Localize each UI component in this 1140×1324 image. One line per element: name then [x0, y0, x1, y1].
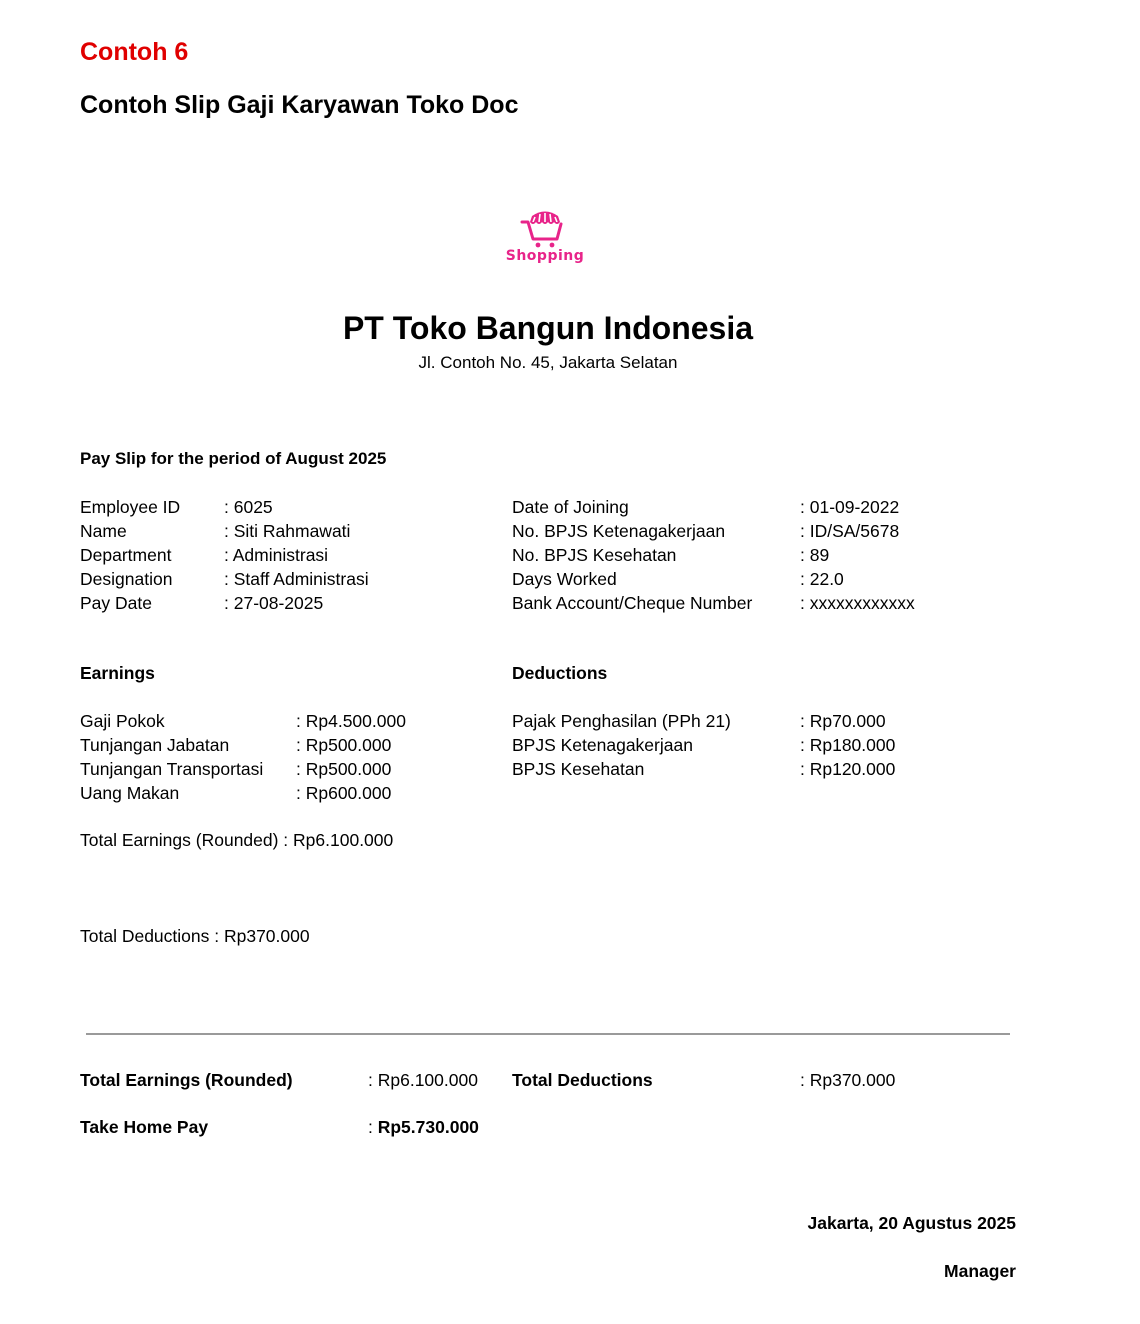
deduction-item-label: BPJS Ketenagakerjaan	[512, 735, 693, 755]
logo-text: Shopping	[505, 248, 585, 264]
earning-item-label: Tunjangan Transportasi	[80, 759, 264, 779]
signature-role: Manager	[944, 1261, 1016, 1281]
designation-label: Designation	[80, 569, 173, 589]
earnings-total-line: Total Earnings (Rounded) : Rp6.100.000	[80, 830, 394, 850]
days-worked-value: : 22.0	[800, 569, 844, 589]
earning-item-value: : Rp600.000	[296, 783, 392, 803]
deduction-item-label: BPJS Kesehatan	[512, 759, 645, 779]
earning-item-label: Uang Makan	[80, 783, 180, 803]
bpjs-kesehatan-no-value: : 89	[800, 545, 830, 565]
earning-item-value: : Rp4.500.000	[296, 711, 406, 731]
earning-item-label: Gaji Pokok	[80, 711, 165, 731]
bpjs-ketenagakerjaan-no-label: No. BPJS Ketenagakerjaan	[512, 521, 726, 541]
take-home-pay	[368, 1115, 479, 1139]
example-label: Contoh 6	[80, 38, 189, 66]
take-home-colon: :	[368, 1117, 378, 1137]
period-title: Pay Slip for the period of August 2025	[80, 449, 387, 468]
bpjs-ketenagakerjaan-no-value: : ID/SA/5678	[800, 521, 900, 541]
company-address: Jl. Contoh No. 45, Jakarta Selatan	[418, 353, 678, 372]
signature-place-date: Jakarta, 20 Agustus 2025	[807, 1213, 1016, 1233]
department-value: : Administrasi	[224, 545, 329, 565]
bank-account-label: Bank Account/Cheque Number	[512, 593, 753, 613]
earnings-title: Earnings	[80, 663, 155, 683]
bank-account-value: : xxxxxxxxxxxx	[800, 593, 915, 613]
take-home-pay-label: Take Home Pay	[80, 1117, 209, 1137]
summary-total-deductions-value: : Rp370.000	[800, 1070, 896, 1090]
earning-item-value: : Rp500.000	[296, 735, 392, 755]
page-title: Contoh Slip Gaji Karyawan Toko Doc	[80, 91, 519, 119]
employee-id-value: : 6025	[224, 497, 273, 517]
name-label: Name	[80, 521, 127, 541]
summary-total-earnings-label: Total Earnings (Rounded)	[80, 1070, 293, 1090]
shopping-cart-icon	[504, 208, 586, 248]
days-worked-label: Days Worked	[512, 569, 617, 589]
take-home-pay-value: Rp5.730.000	[377, 1117, 479, 1137]
bpjs-kesehatan-no-label: No. BPJS Kesehatan	[512, 545, 677, 565]
pay-date-value: : 27-08-2025	[224, 593, 324, 613]
employee-id-label: Employee ID	[80, 497, 181, 517]
department-label: Department	[80, 545, 172, 565]
deductions-title: Deductions	[512, 663, 608, 683]
deduction-item-value: : Rp180.000	[800, 735, 896, 755]
designation-value: : Staff Administrasi	[224, 569, 369, 589]
deduction-item-value: : Rp120.000	[800, 759, 896, 779]
company-logo	[504, 208, 586, 270]
pay-date-label: Pay Date	[80, 593, 152, 613]
deductions-total-line: Total Deductions : Rp370.000	[80, 926, 310, 946]
deduction-item-label: Pajak Penghasilan (PPh 21)	[512, 711, 731, 731]
summary-total-earnings-value: : Rp6.100.000	[368, 1070, 478, 1090]
name-value: : Siti Rahmawati	[224, 521, 351, 541]
earning-item-value: : Rp500.000	[296, 759, 392, 779]
summary-total-deductions-label: Total Deductions	[512, 1070, 653, 1090]
date-of-joining-value: : 01-09-2022	[800, 497, 900, 517]
company-name: PT Toko Bangun Indonesia	[342, 310, 754, 346]
date-of-joining-label: Date of Joining	[512, 497, 629, 517]
earning-item-label: Tunjangan Jabatan	[80, 735, 230, 755]
deduction-item-value: : Rp70.000	[800, 711, 886, 731]
divider	[86, 1033, 1010, 1035]
